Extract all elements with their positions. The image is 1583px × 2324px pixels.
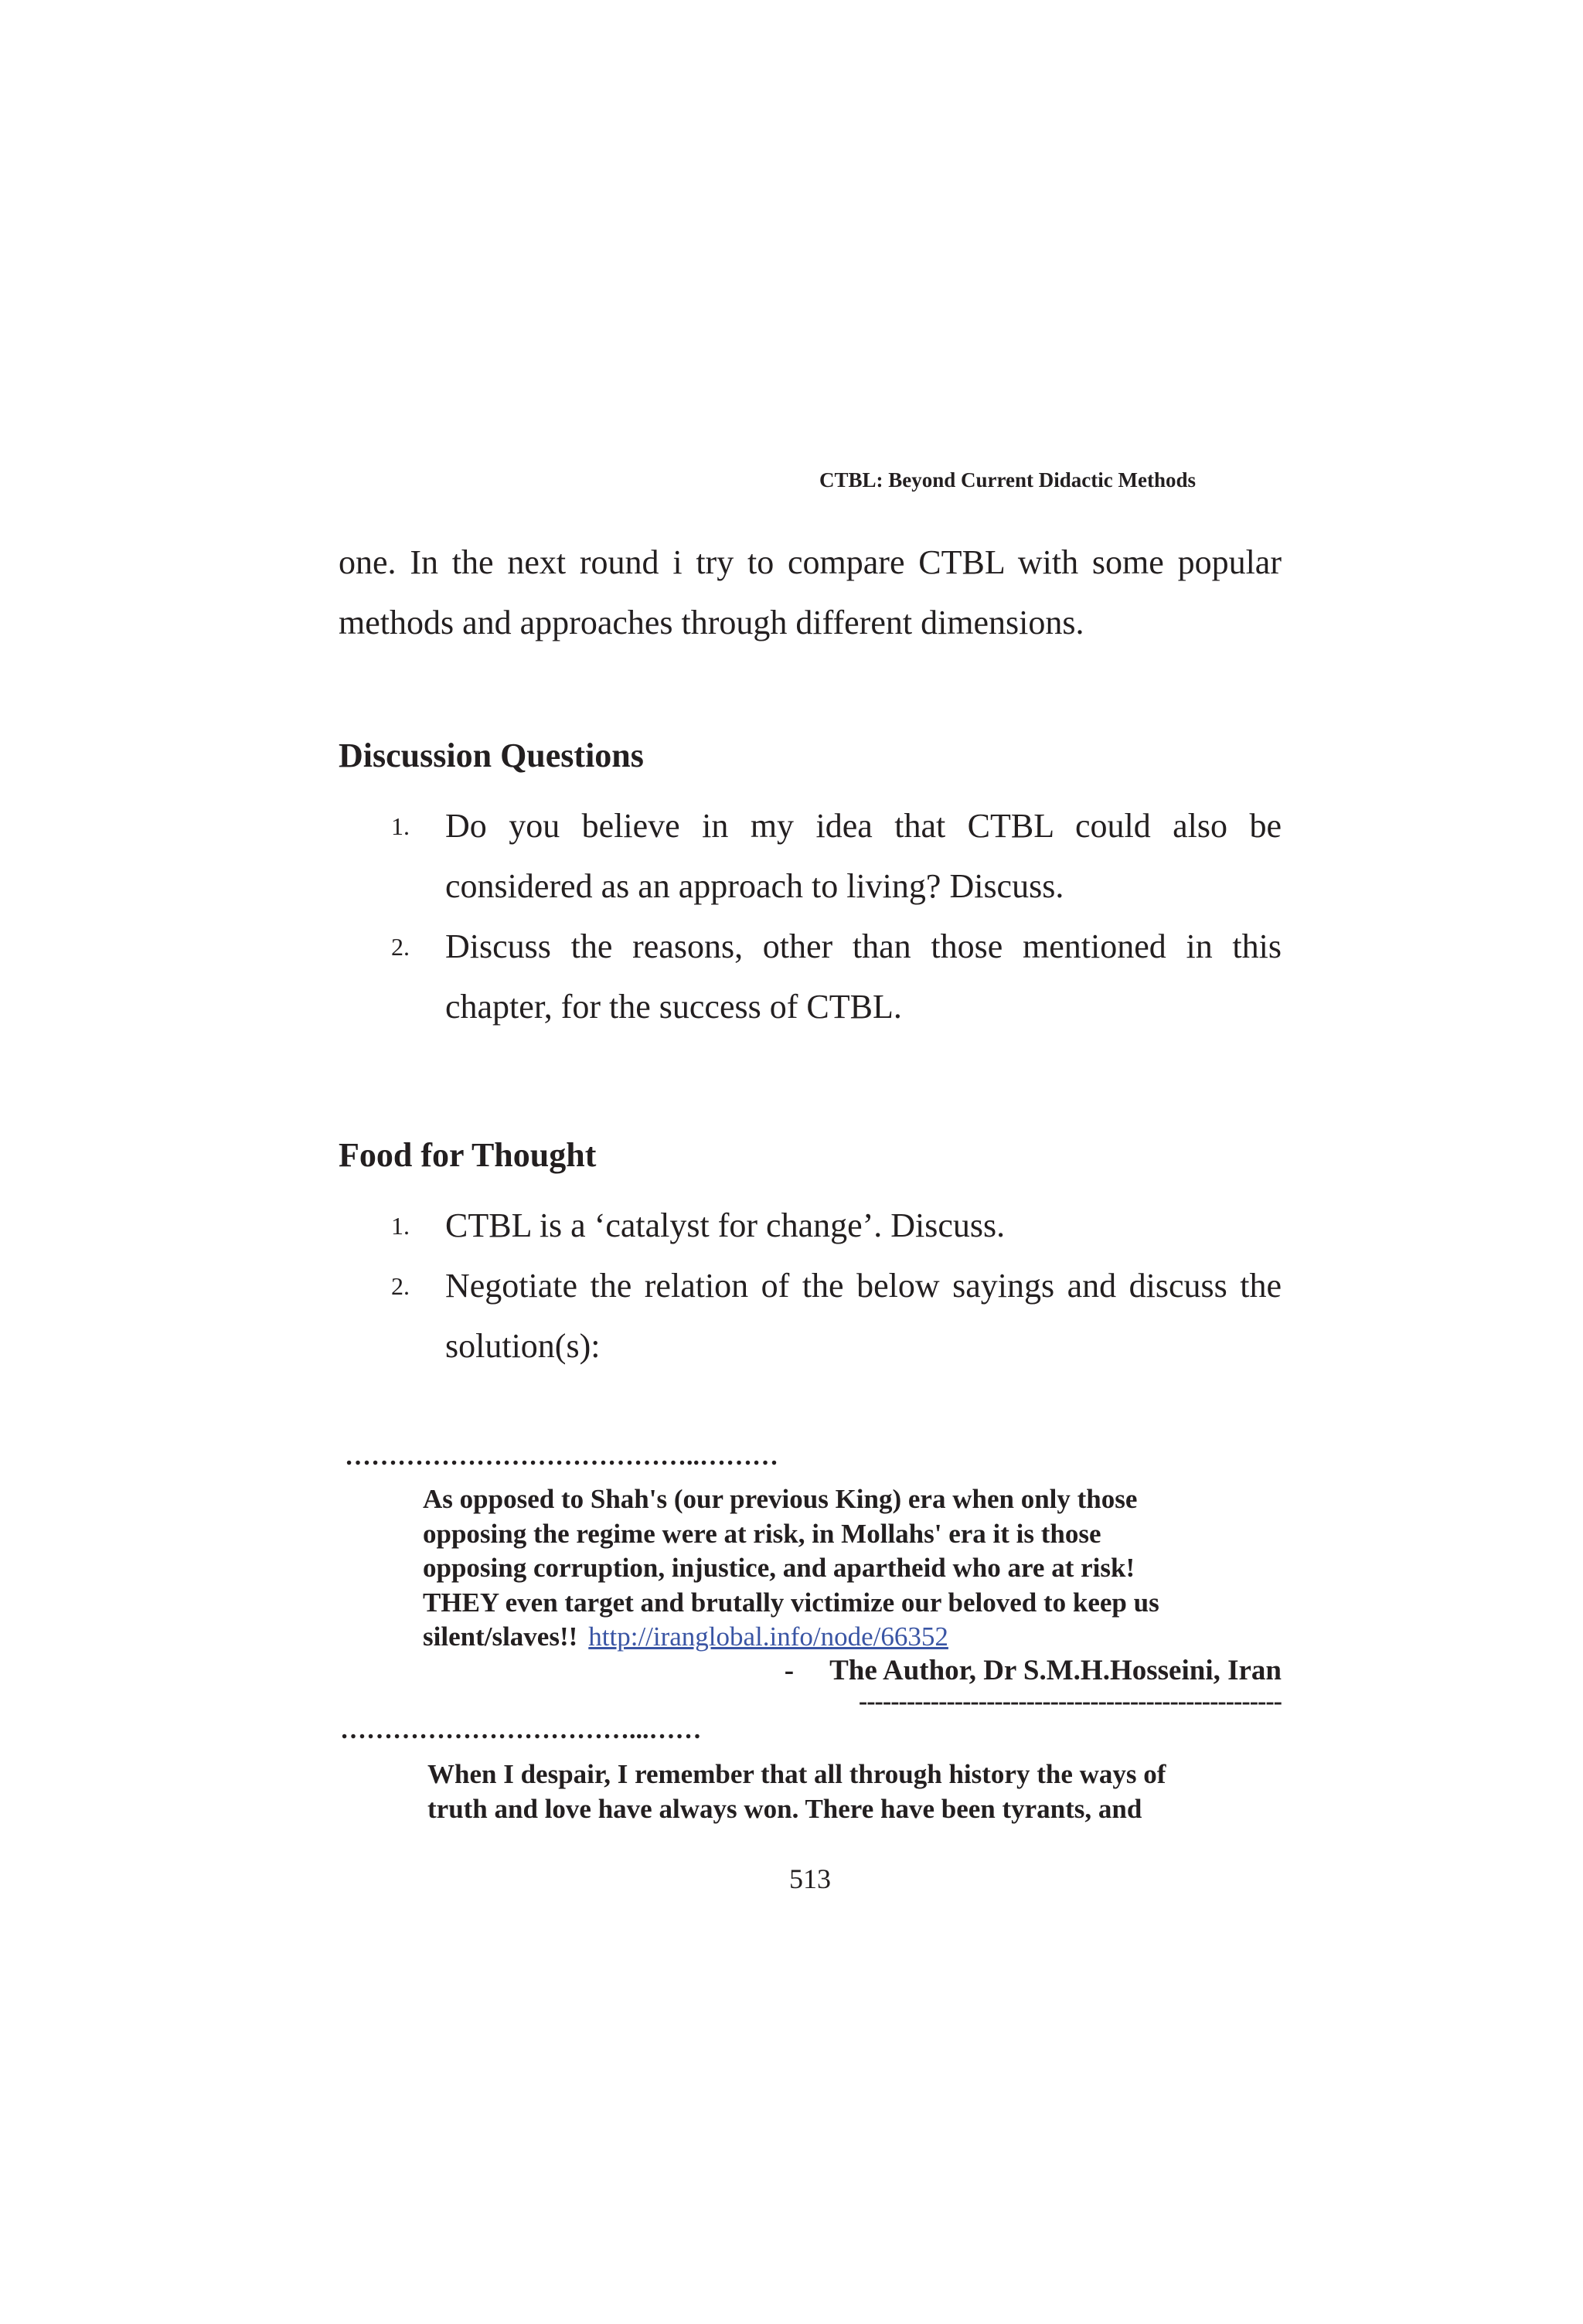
list-item	[339, 796, 1282, 917]
discussion-questions-heading: Discussion Questions	[339, 737, 644, 774]
list-line: considered as an approach to living? Discuss.	[445, 867, 1064, 905]
list-line: Discuss the reasons, other than those mentioned in this	[445, 927, 1282, 965]
list-item-text	[445, 917, 1282, 1037]
quote-line: As opposed to Shah's (our previous King) era when only those	[423, 1484, 1138, 1514]
intro-line-2: methods and approaches through different dimensions.	[339, 604, 1084, 641]
list-line: solution(s):	[445, 1327, 601, 1365]
list-item-text	[445, 1256, 1282, 1376]
list-line: CTBL is a ‘catalyst for change’. Discuss.	[445, 1206, 1006, 1244]
quote-line: THEY even target and brutally victimize our beloved to keep us	[423, 1587, 1159, 1618]
quote-attribution	[785, 1654, 1282, 1687]
page-number: 513	[789, 1863, 831, 1894]
quote-line: truth and love have always won. There have been tyrants, and	[427, 1793, 1142, 1824]
quote-block	[423, 1482, 1282, 1655]
discussion-questions-list	[339, 796, 1282, 1037]
quote-block	[427, 1757, 1282, 1826]
list-number: 2.	[391, 1272, 410, 1300]
food-for-thought-heading: Food for Thought	[339, 1136, 597, 1174]
quote-last-line-text: silent/slaves!!	[423, 1621, 578, 1652]
list-item-text	[445, 796, 1282, 917]
list-line: chapter, for the success of CTBL.	[445, 988, 902, 1026]
list-item	[339, 1196, 1282, 1256]
list-number: 2.	[391, 933, 410, 961]
quote-separator-dots: ……………………………...……	[340, 1716, 702, 1744]
intro-paragraph	[339, 533, 1282, 653]
list-item	[339, 917, 1282, 1037]
quote-line: When I despair, I remember that all through history the ways of	[427, 1759, 1166, 1789]
food-for-thought-list	[339, 1196, 1282, 1376]
list-line: Negotiate the relation of the below sayings and discuss the	[445, 1267, 1282, 1305]
list-number: 1.	[391, 1212, 410, 1240]
dashed-rule: -----------------------------------------------------	[858, 1687, 1282, 1716]
list-item	[339, 1256, 1282, 1376]
attribution-dash: -	[784, 1655, 795, 1686]
list-number: 1.	[391, 812, 410, 840]
list-item-text	[445, 1196, 1282, 1256]
quote-separator-dots: …………………………………..………	[345, 1442, 778, 1471]
quote-line: opposing the regime were at risk, in Mollahs' era it is those	[423, 1518, 1101, 1549]
quote-line	[423, 1620, 1282, 1655]
list-line: Do you believe in my idea that CTBL could also be	[445, 807, 1282, 845]
intro-line-1: one. In the next round i try to compare CTBL with some popular	[339, 543, 1282, 581]
running-header: CTBL: Beyond Current Didactic Methods	[819, 468, 1197, 492]
source-link[interactable]: http://iranglobal.info/node/66352	[588, 1621, 948, 1652]
quote-line: opposing corruption, injustice, and apartheid who are at risk!	[423, 1553, 1135, 1583]
attribution-text: The Author, Dr S.M.H.Hosseini, Iran	[829, 1655, 1282, 1686]
